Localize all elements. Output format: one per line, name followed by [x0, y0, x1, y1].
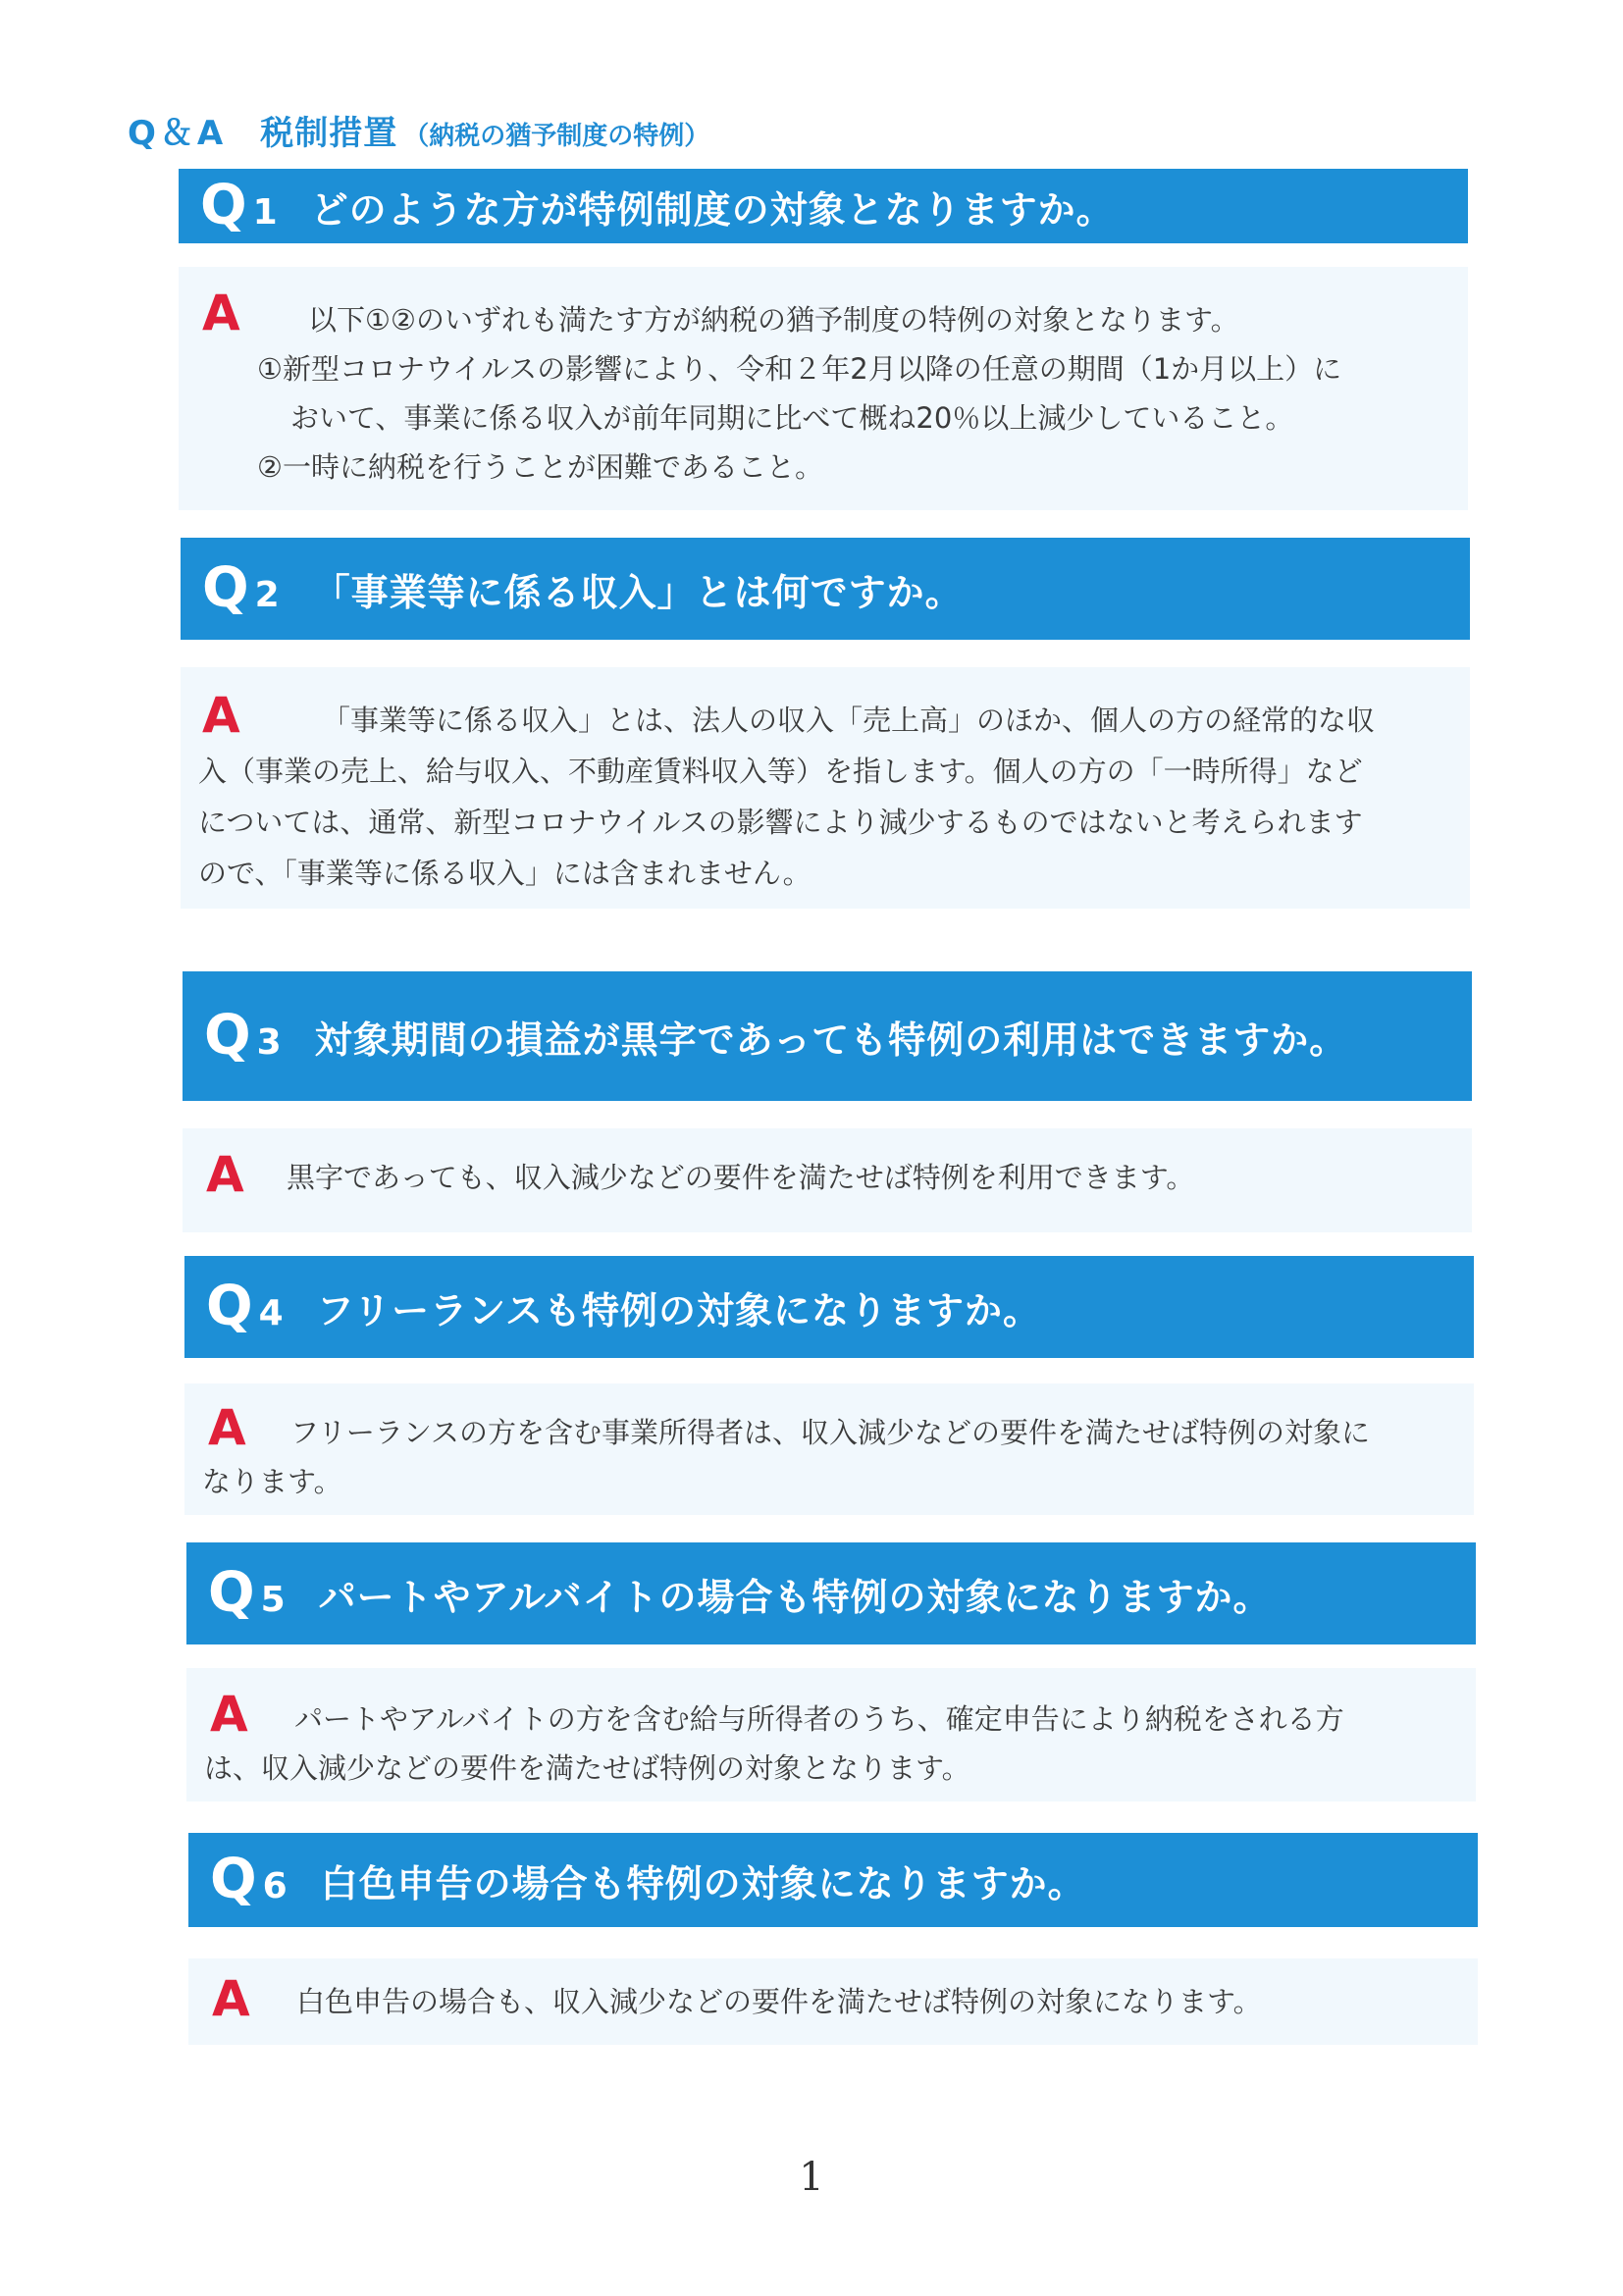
page-title [128, 106, 709, 154]
answer-marker: A [202, 285, 240, 341]
answer-marker: A [206, 1146, 244, 1203]
answer-line: おいて、事業に係る収入が前年同期に比べて概ね20％以上減少していること。 [290, 401, 1294, 435]
question-banner-1 [179, 169, 1468, 243]
answer-line: 「事業等に係る収入」とは、法人の収入「売上高」のほか、個人の方の経常的な収 [322, 704, 1376, 737]
question-banner-5 [186, 1542, 1476, 1644]
answer-marker: A [212, 1970, 250, 2027]
answer-line: については、通常、新型コロナウイルスの影響により減少するものではないと考えられます [198, 806, 1363, 839]
question-text: 白色申告の場合も特例の対象になりますか。 [320, 1861, 1086, 1905]
answer-line: は、収入減少などの要件を満たせば特例の対象となります。 [204, 1751, 970, 1785]
question-banner-6 [188, 1833, 1478, 1927]
answer-box-6 [188, 1958, 1478, 2045]
answer-line: フリーランスの方を含む事業所得者は、収入減少などの要件を満たせば特例の対象に [290, 1416, 1370, 1449]
answer-line: 入（事業の売上、給与収入、不動産賃料収入等）を指します。個人の方の「一時所得」など [198, 755, 1363, 788]
page-number: 1 [799, 2155, 824, 2200]
answer-box-5 [186, 1668, 1476, 1801]
question-number-badge: Q 3 [204, 1004, 282, 1068]
title-subtitle: （納税の猶予制度の特例） [403, 122, 710, 151]
question-banner-3 [183, 971, 1472, 1101]
question-text: 対象期間の損益が黒字であっても特例の利用はできますか。 [314, 1018, 1348, 1062]
question-number-badge: Q 5 [208, 1561, 286, 1625]
answer-line: 黒字であっても、収入減少などの要件を満たせば特例を利用できます。 [287, 1161, 1195, 1194]
answer-marker: A [210, 1686, 248, 1743]
question-text: 「事業等に係る収入」とは何ですか。 [312, 570, 964, 614]
question-number-badge: Q 6 [210, 1848, 288, 1911]
question-text: パートやアルバイトの場合も特例の対象になりますか。 [318, 1575, 1272, 1619]
answer-box-2 [181, 667, 1470, 909]
answer-line: ②一時に納税を行うことが困難であること。 [257, 450, 823, 484]
answer-line: 以下①②のいずれも満たす方が納税の猶予制度の特例の対象となります。 [308, 303, 1239, 337]
question-text: どのような方が特例制度の対象となりますか。 [310, 187, 1115, 232]
answer-line: 白色申告の場合も、収入減少などの要件を満たせば特例の対象になります。 [296, 1985, 1262, 2018]
answer-line: なります。 [202, 1465, 342, 1498]
question-banner-4 [184, 1256, 1474, 1358]
title-text: 税制措置 [260, 114, 398, 153]
answer-box-3 [183, 1128, 1472, 1232]
answer-box-4 [184, 1383, 1474, 1515]
question-number-badge: Q 4 [206, 1275, 284, 1338]
answer-line: ①新型コロナウイルスの影響により、令和２年2月以降の任意の期間（1か月以上）に [257, 352, 1342, 386]
question-number-badge: Q 1 [200, 174, 278, 237]
qa-label: Q＆A [128, 114, 228, 153]
question-text: フリーランスも特例の対象になりますか。 [316, 1288, 1042, 1332]
question-number-badge: Q 2 [202, 556, 280, 620]
answer-box-1 [179, 267, 1468, 510]
answer-line: ので、「事業等に係る収入」には含まれません。 [198, 857, 812, 890]
answer-line: パートやアルバイトの方を含む給与所得者のうち、確定申告により納税をされる方 [294, 1702, 1344, 1736]
answer-marker: A [202, 687, 240, 744]
question-banner-2 [181, 538, 1470, 640]
answer-marker: A [208, 1399, 246, 1456]
